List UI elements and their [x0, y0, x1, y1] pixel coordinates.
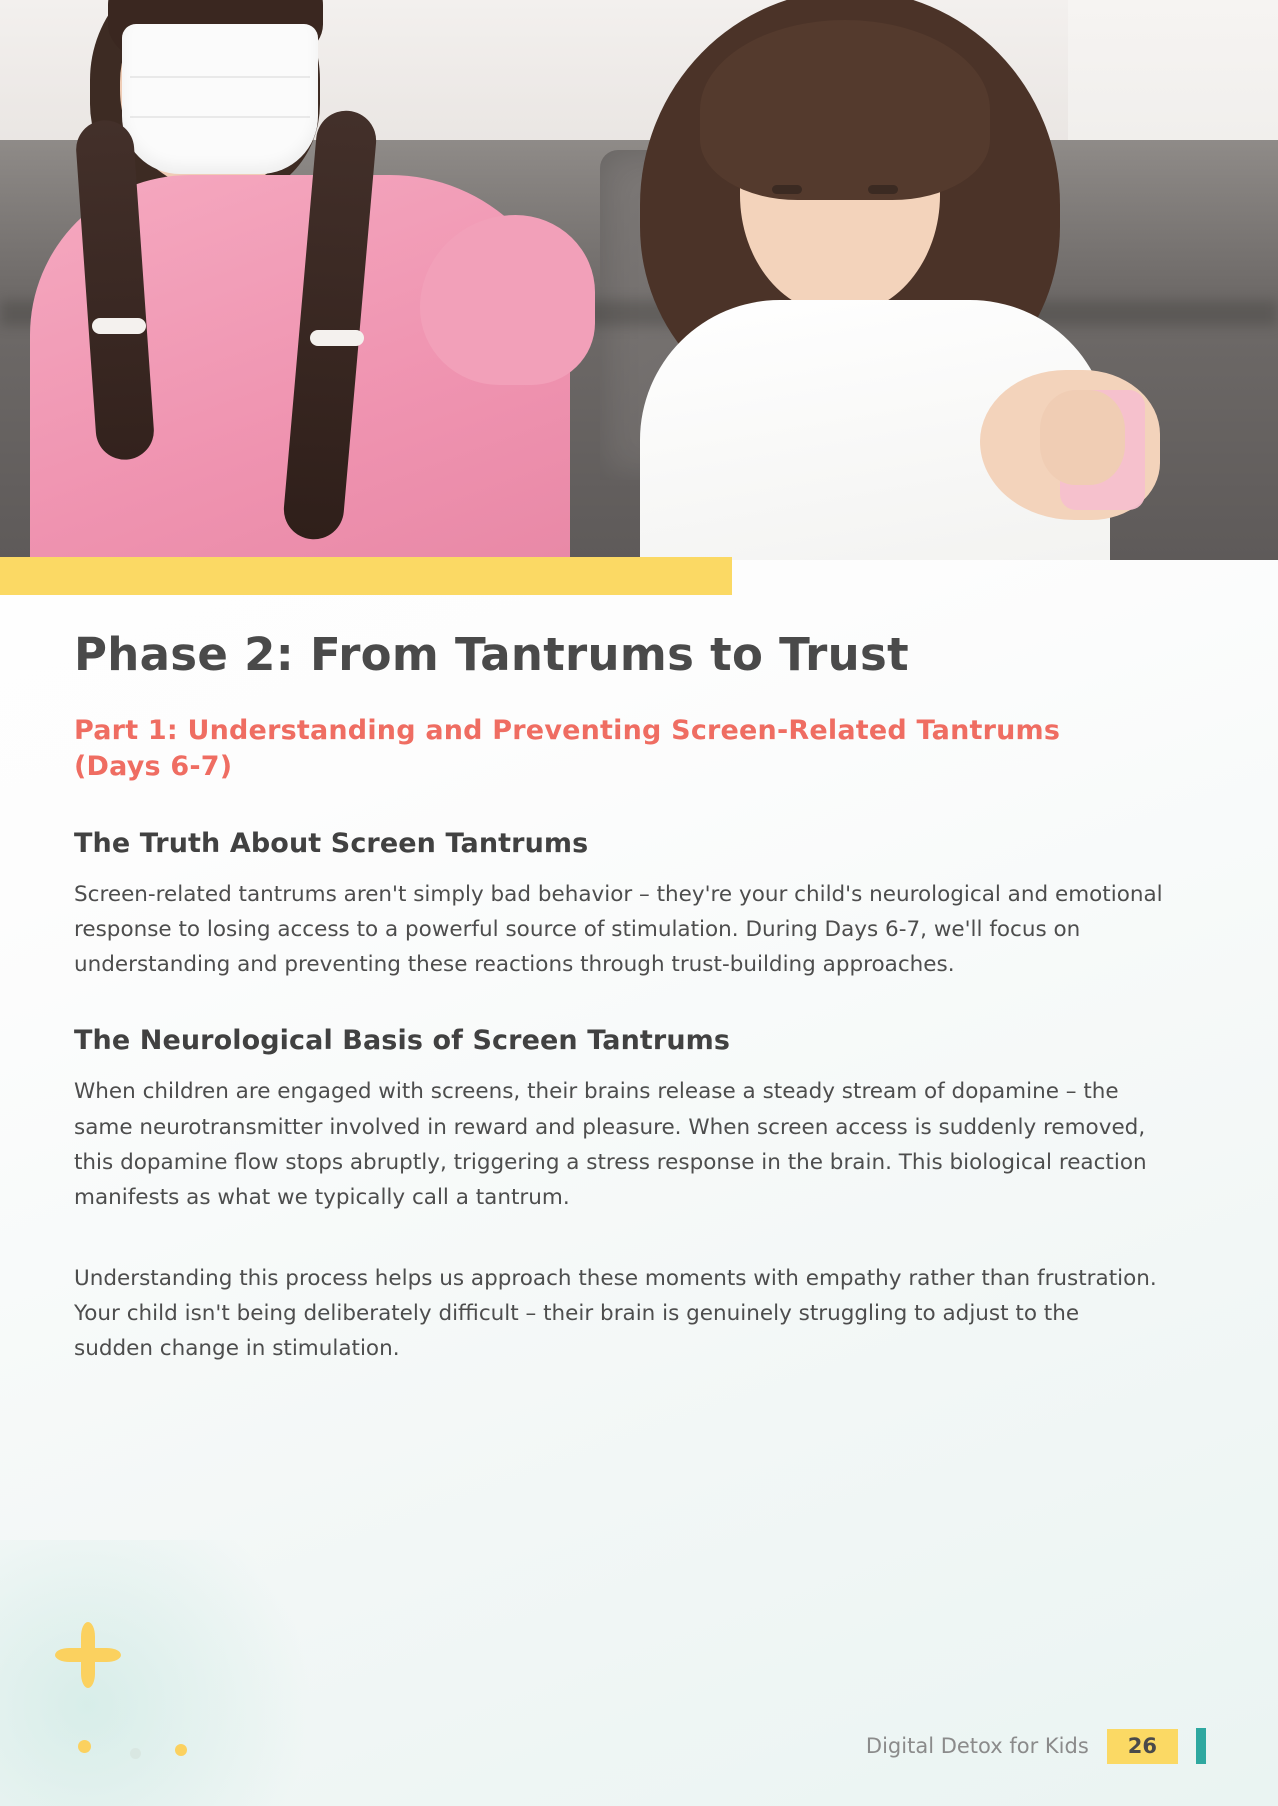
section-heading-2: The Neurological Basis of Screen Tantrums	[74, 1025, 731, 1057]
page-number-badge: 26	[1107, 1729, 1178, 1764]
section-2-paragraph-2: Understanding this process helps us approach these moments with empathy rather than frustration. Your child isn't being deliberately difficult – their brain is genuinely struggling to adjust to the sudden change in stimulation.	[74, 1265, 1157, 1361]
left-child-face-mask	[122, 24, 318, 174]
right-child-eye-left	[772, 185, 802, 194]
content-body	[74, 630, 1194, 1366]
right-child-hair-front	[700, 20, 990, 200]
page-title: Phase 2: From Tantrums to Trust	[74, 628, 909, 681]
page-subtitle: Part 1: Understanding and Preventing Screen-Related Tantrums (Days 6-7)	[74, 715, 1061, 783]
page-footer	[866, 1728, 1206, 1764]
section-2-paragraph-1: When children are engaged with screens, their brains release a steady stream of dopamine – the same neurotransmitter involved in reward and pleasure. When screen access is suddenly removed, this dopamine flow stops abruptly, triggering a stress response in the brain. This biological reaction manifests as what we typically call a tantrum.	[74, 1079, 1147, 1210]
right-child-eye-right	[868, 185, 898, 194]
braid-tie-right	[310, 330, 364, 346]
decor-dot-1	[78, 1740, 91, 1753]
decor-dot-3	[175, 1744, 187, 1756]
footer-book-title: Digital Detox for Kids	[865, 1734, 1089, 1758]
braid-tie-left	[92, 318, 146, 334]
sparkle-icon	[55, 1622, 121, 1688]
corner-glow	[0, 1540, 360, 1806]
yellow-accent-bar	[0, 557, 732, 595]
section-heading-1: The Truth About Screen Tantrums	[74, 828, 589, 860]
decor-dot-2	[130, 1748, 141, 1759]
hero-photo	[0, 0, 1278, 560]
footer-teal-tick	[1196, 1728, 1206, 1764]
right-child-hand	[1040, 390, 1125, 485]
section-1-paragraph-1: Screen-related tantrums aren't simply bad behavior – they're your child's neurological and emotional response to losing access to a powerful source of stimulation. During Days 6-7, we'll focus on understanding and preventing these reactions through trust-building approaches.	[74, 882, 1163, 978]
